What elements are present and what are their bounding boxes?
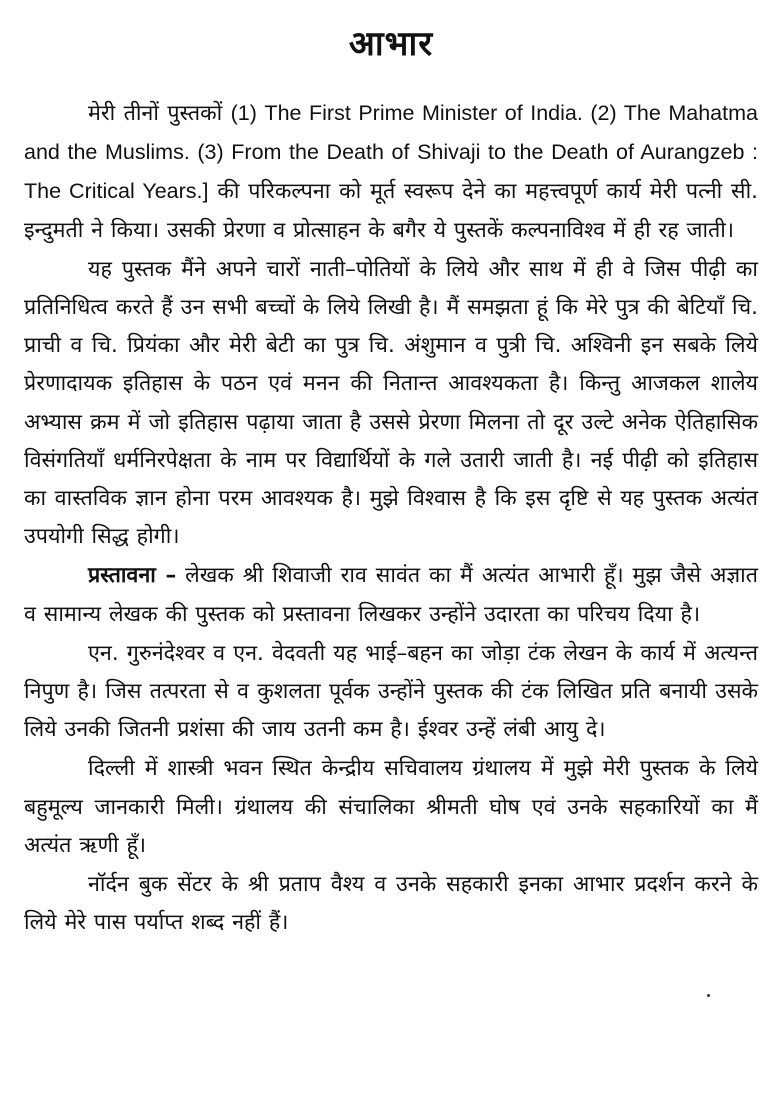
paragraph-books (24, 94, 758, 250)
page-title: आभार (348, 24, 434, 64)
preface-text: लेखक श्री शिवाजी राव सावंत का मैं अत्यंत आभारी हूँ। मुझ जैसे अज्ञात व सामान्य लेखक की पुस्तक को प्रस्तावना लिखकर उन्होंने उदारता का परिचय दिया है। (24, 563, 758, 627)
paragraph-preface (24, 557, 758, 633)
book-titles-english: (1) The First Prime Minister of India. (2) The Mahatma and the Muslims. (3) From the Death of Shivaji to the Death of Aurangzeb : The Critical Years.] (24, 101, 758, 204)
paragraph-books-start: मेरी तीनों पुस्तकों (88, 101, 231, 126)
paragraph-typists: एन. गुरुनंदेश्वर व एन. वेदवती यह भाई–बहन का जोड़ा टंक लेखन के कार्य में अत्यन्त निपुण है। जिस तत्परता से व कुशलता पूर्वक उन्होंने पुस्तक की टंक लिखित प्रति बनायी उसके लिये उनकी जितनी प्रशंसा की जाय उतनी कम है। ईश्वर उन्हें लंबी आयु दे। (24, 640, 758, 743)
paragraph-grandchildren: यह पुस्तक मैंने अपने चारों नाती–पोतियों के लिये और साथ में ही वे जिस पीढ़ी का प्रतिनिधित्व करते हैं उन सभी बच्चों के लिये लिखी है। मैं समझता हूं कि मेरे पुत्र की बेटियाँ चि. प्राची व चि. प्रियंका और मेरी बेटी का पुत्र चि. अंशुमान व पुत्री चि. अश्विनी इन सबके लिये प्रेरणादायक इतिहास के पठन एवं मनन की नितान्त आवश्यकता है। किन्तु आजकल शालेय अभ्यास क्रम में जो इतिहास पढ़ाया जाता है उससे प्रेरणा मिलना तो दूर उल्टे अनेक ऐतिहासिक विसंगतियाँ धर्मनिरपेक्षता के नाम पर विद्यार्थियों के गले उतारी जाती है। नई पीढ़ी को इतिहास का वास्तविक ज्ञान होना परम आवश्यक है। मुझे विश्वास है कि इस दृष्टि से यह पुस्तक अत्यंत उपयोगी सिद्ध होगी। (24, 256, 758, 550)
paragraph-library: दिल्ली में शास्त्री भवन स्थित केन्द्रीय सचिवालय ग्रंथालय में मुझे मेरी पुस्तक के लिये बहुमूल्य जानकारी मिली। ग्रंथालय की संचालिका श्रीमती घोष एवं उनके सहकारियों का मैं अत्यंत ऋणी हूँ। (24, 756, 758, 858)
preface-lead: प्रस्तावना – (88, 563, 177, 589)
paragraph-bookcentre: नॉर्दन बुक सेंटर के श्री प्रताप वैश्य व उनके सहकारी इनका आभार प्रदर्शन करने के लिये मेरे पास पर्याप्त शब्द नहीं हैं। (24, 872, 758, 936)
paragraph-books-rest: की परिकल्पना को मूर्त स्वरूप देने का महत्त्वपूर्ण कार्य मेरी पत्नी सी. इन्दुमती ने किया। उसकी प्रेरणा व प्रोत्साहन के बगैर ये पुस्तकें कल्पनाविश्व में ही रह जाती। (24, 179, 758, 243)
print-speck (707, 994, 710, 997)
